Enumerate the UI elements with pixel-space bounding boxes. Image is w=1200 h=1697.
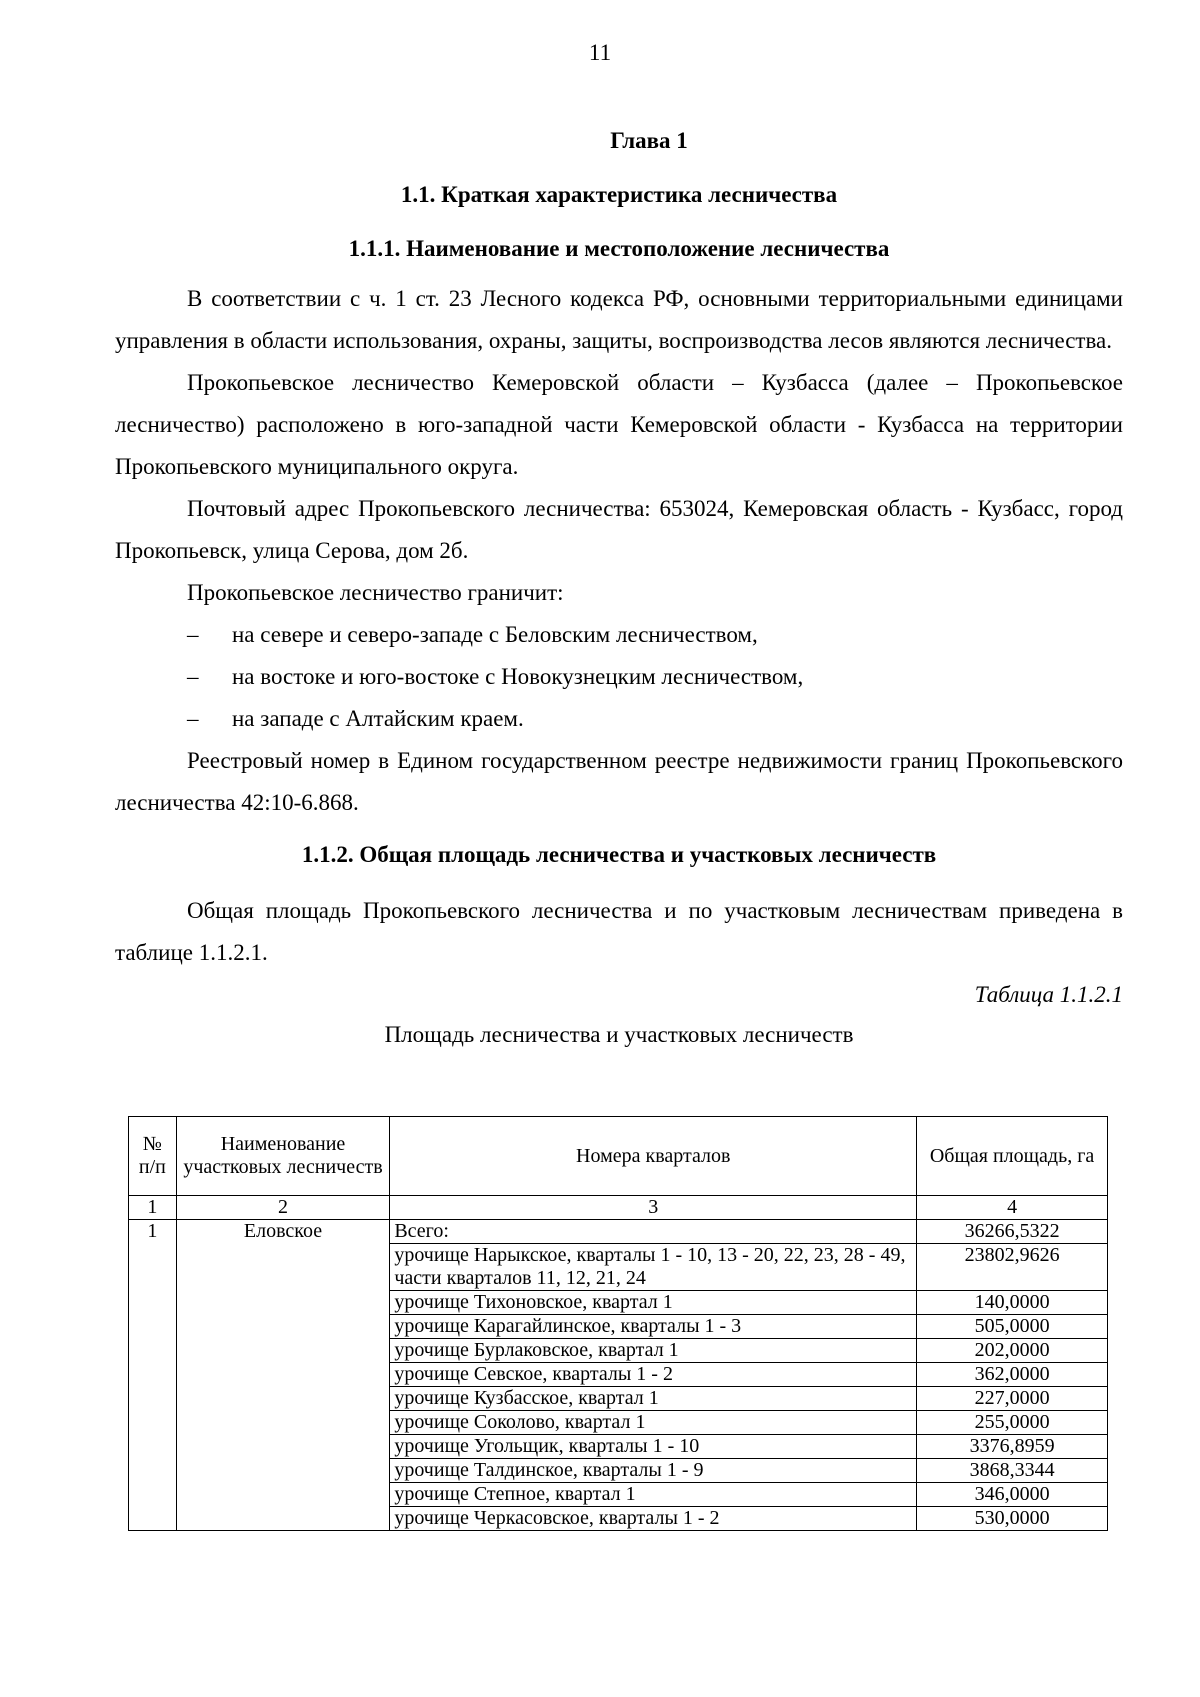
area-table <box>128 1116 1108 1531</box>
list-dash: – <box>187 664 199 689</box>
header-num: № п/п <box>129 1117 177 1196</box>
paragraph-borders-intro: Прокопьевское лесничество граничит: <box>187 580 564 605</box>
area-cell: 362,0000 <box>917 1363 1108 1387</box>
border-list-item <box>115 656 1123 698</box>
area-cell: 36266,5322 <box>917 1220 1108 1244</box>
area-cell: 530,0000 <box>917 1507 1108 1531</box>
document-body <box>115 120 1123 1066</box>
kvartal-cell: урочище Талдинское, кварталы 1 - 9 <box>390 1459 917 1483</box>
chapter-heading: Глава 1 <box>610 128 688 153</box>
section-heading: 1.1. Краткая характеристика лесничества <box>400 182 838 207</box>
paragraph-table-ref: Общая площадь Прокопьевского лесничества и по участковым лесничествам приведена в таблице 1.1.2.1. <box>115 898 1123 965</box>
kvartal-cell: урочище Тихоновское, квартал 1 <box>390 1291 917 1315</box>
paragraph-location: Прокопьевское лесничество Кемеровской области – Кузбасса (далее – Прокопьевское лесничество) расположено в юго-западной части Кемеровской области - Кузбасса на территории Прокопьевского муниципального округа. <box>115 370 1123 479</box>
subsection-heading: 1.1.1. Наименование и местоположение лесничества <box>348 236 890 261</box>
group-num-cell: 1 <box>129 1220 177 1531</box>
kvartal-cell: урочище Черкасовское, кварталы 1 - 2 <box>390 1507 917 1531</box>
page-number: 11 <box>588 40 612 65</box>
list-dash: – <box>187 706 199 731</box>
table-row <box>129 1220 1108 1244</box>
paragraph-registry: Реестровый номер в Едином государственном реестре недвижимости границ Прокопьевского лесничества 42:10-6.868. <box>115 748 1123 815</box>
area-cell: 255,0000 <box>917 1411 1108 1435</box>
table-caption: Таблица 1.1.2.1 <box>974 982 1123 1007</box>
border-text: на западе с Алтайским краем. <box>232 706 524 731</box>
table-title: Площадь лесничества и участковых лесничеств <box>384 1022 854 1047</box>
area-cell: 3868,3344 <box>917 1459 1108 1483</box>
header-kvartals: Номера кварталов <box>390 1117 917 1196</box>
kvartal-cell: урочище Степное, квартал 1 <box>390 1483 917 1507</box>
area-cell: 140,0000 <box>917 1291 1108 1315</box>
kvartal-cell: урочище Нарыкское, кварталы 1 - 10, 13 - 20, 22, 23, 28 - 49, части кварталов 11, 12, 21, 24 <box>390 1244 917 1291</box>
index-cell: 3 <box>390 1196 917 1220</box>
header-area: Общая площадь, га <box>917 1117 1108 1196</box>
border-text: на севере и северо-западе с Беловским лесничеством, <box>232 622 758 647</box>
index-cell: 4 <box>917 1196 1108 1220</box>
kvartal-cell: Всего: <box>390 1220 917 1244</box>
index-cell: 1 <box>129 1196 177 1220</box>
border-list-item <box>115 614 1123 656</box>
group-name-cell: Еловское <box>176 1220 390 1531</box>
area-cell: 3376,8959 <box>917 1435 1108 1459</box>
list-dash: – <box>187 622 199 647</box>
kvartal-cell: урочище Угольщик, кварталы 1 - 10 <box>390 1435 917 1459</box>
paragraph-address: Почтовый адрес Прокопьевского лесничества: 653024, Кемеровская область - Кузбасс, город Прокопьевск, улица Серова, дом 2б. <box>115 496 1123 563</box>
area-cell: 505,0000 <box>917 1315 1108 1339</box>
subsection-heading-area: 1.1.2. Общая площадь лесничества и участковых лесничеств <box>301 842 937 867</box>
border-text: на востоке и юго-востоке с Новокузнецким лесничеством, <box>232 664 804 689</box>
kvartal-cell: урочище Карагайлинское, кварталы 1 - 3 <box>390 1315 917 1339</box>
kvartal-cell: урочище Бурлаковское, квартал 1 <box>390 1339 917 1363</box>
area-cell: 227,0000 <box>917 1387 1108 1411</box>
table-index-row <box>129 1196 1108 1220</box>
table-header-row <box>129 1117 1108 1196</box>
area-cell: 202,0000 <box>917 1339 1108 1363</box>
index-cell: 2 <box>176 1196 390 1220</box>
area-cell: 23802,9626 <box>917 1244 1108 1291</box>
paragraph-forest-code: В соответствии с ч. 1 ст. 23 Лесного кодекса РФ, основными территориальными единицами управления в области использования, охраны, защиты, воспроизводства лесов являются лесничества. <box>115 286 1123 353</box>
kvartal-cell: урочище Кузбасское, квартал 1 <box>390 1387 917 1411</box>
kvartal-cell: урочище Севское, кварталы 1 - 2 <box>390 1363 917 1387</box>
kvartal-cell: урочище Соколово, квартал 1 <box>390 1411 917 1435</box>
border-list-item <box>115 698 1123 740</box>
area-cell: 346,0000 <box>917 1483 1108 1507</box>
header-name: Наименование участковых лесничеств <box>176 1117 390 1196</box>
